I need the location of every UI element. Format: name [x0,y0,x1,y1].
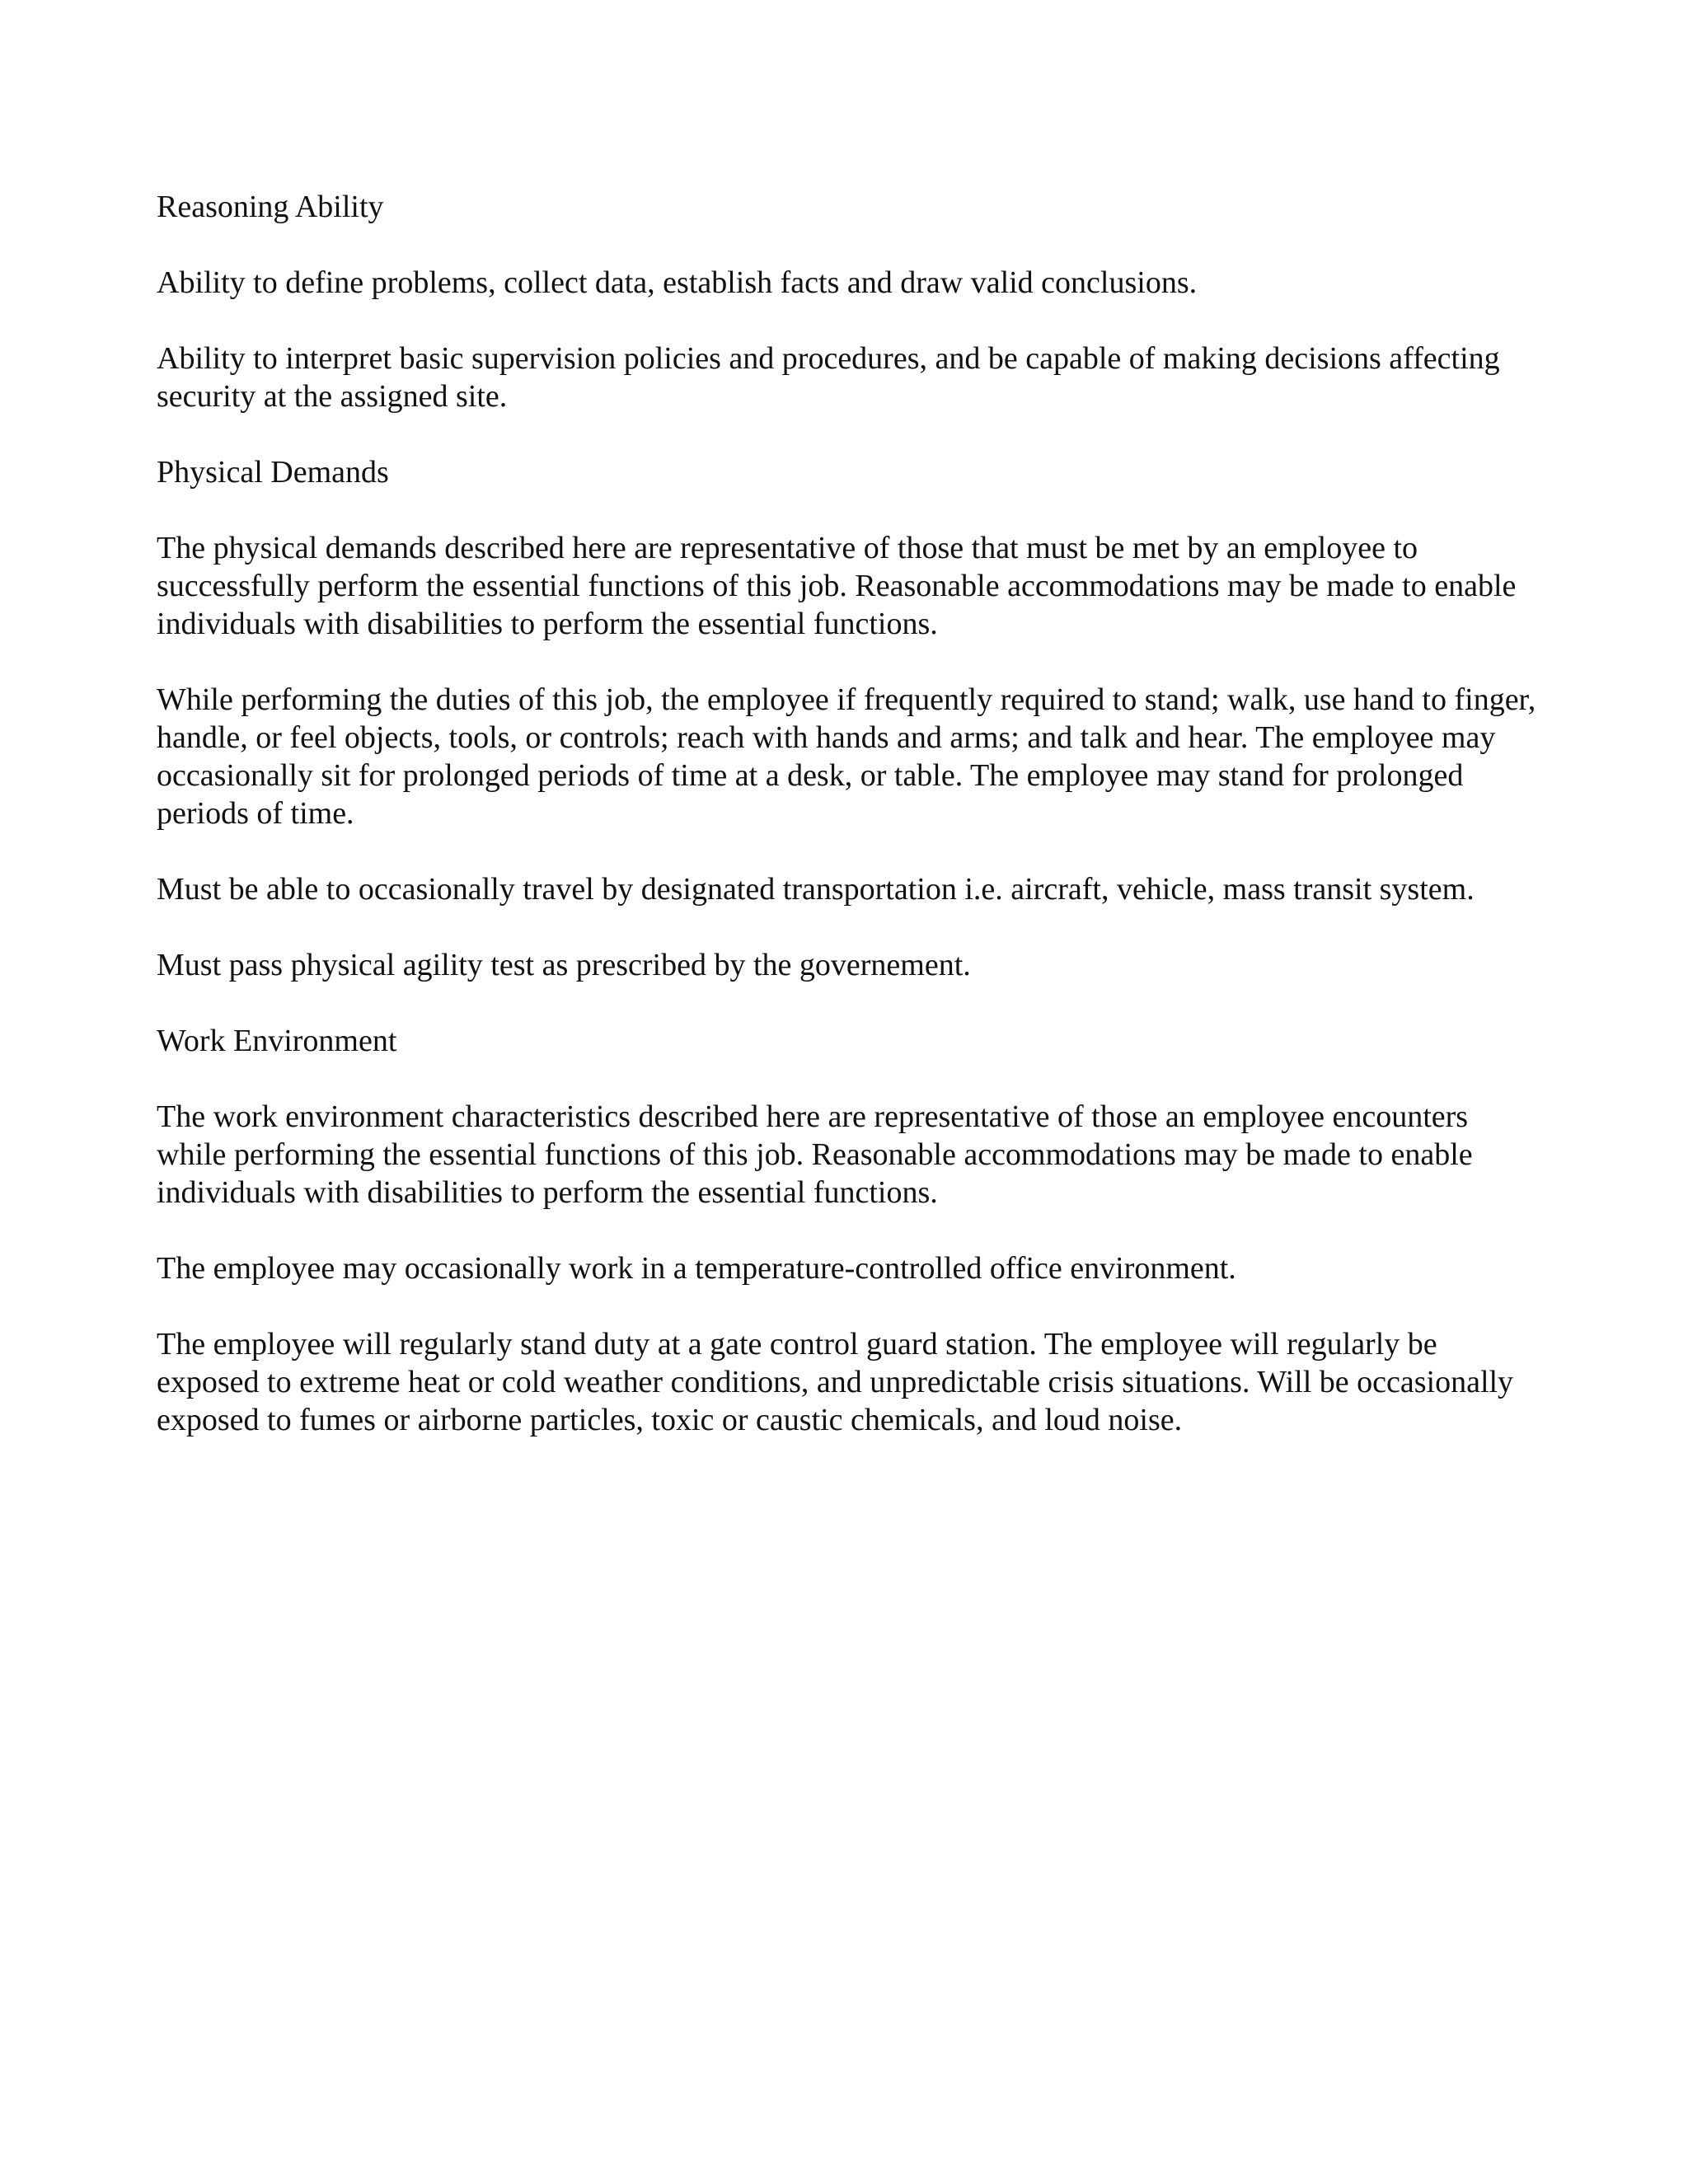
paragraph-guard-station-duty: The employee will regularly stand duty at a gate control guard station. The employee will regularly be exposed to extreme heat or cold weather conditions, and unpredictable crisis situations. Will be occasionally exposed to fumes or airborne particles, toxic or caustic chemicals, and loud noise. [157,1327,1514,1437]
section-heading-work-environment: Work Environment [157,1024,397,1058]
paragraph-interpret-policies: Ability to interpret basic supervision policies and procedures, and be capable of making decisions affecting security at the assigned site. [157,341,1500,414]
paragraph-define-problems: Ability to define problems, collect data, establish facts and draw valid conclusions. [157,265,1198,300]
section-heading-reasoning-ability: Reasoning Ability [157,190,384,224]
paragraph-work-environment-description: The work environment characteristics described here are representative of those an employee encounters while performing the essential functions of this job. Reasonable accommodations may be made to enable individuals with disabilities to perform the essential functions. [157,1099,1473,1210]
section-heading-physical-demands: Physical Demands [157,455,389,490]
paragraph-duties-physical-requirements: While performing the duties of this job, the employee if frequently required to stand; walk, use hand to finger, handle, or feel objects, tools, or controls; reach with hands and arms; and talk and hear. The employee may occasionally sit for prolonged periods of time at a desk, or table. The employee may stand for prolonged periods of time. [157,682,1536,831]
document-body [157,188,1541,1477]
paragraph-travel-requirement: Must be able to occasionally travel by designated transportation i.e. aircraft, vehicle, mass transit system. [157,872,1475,907]
paragraph-agility-test: Must pass physical agility test as prescribed by the governement. [157,948,971,982]
paragraph-physical-demands-description: The physical demands described here are representative of those that must be met by an employee to successfully perform the essential functions of this job. Reasonable accommodations may be made to enable individuals with disabilities to perform the essential functions. [157,531,1517,641]
paragraph-office-environment: The employee may occasionally work in a temperature-controlled office environment. [157,1251,1236,1286]
